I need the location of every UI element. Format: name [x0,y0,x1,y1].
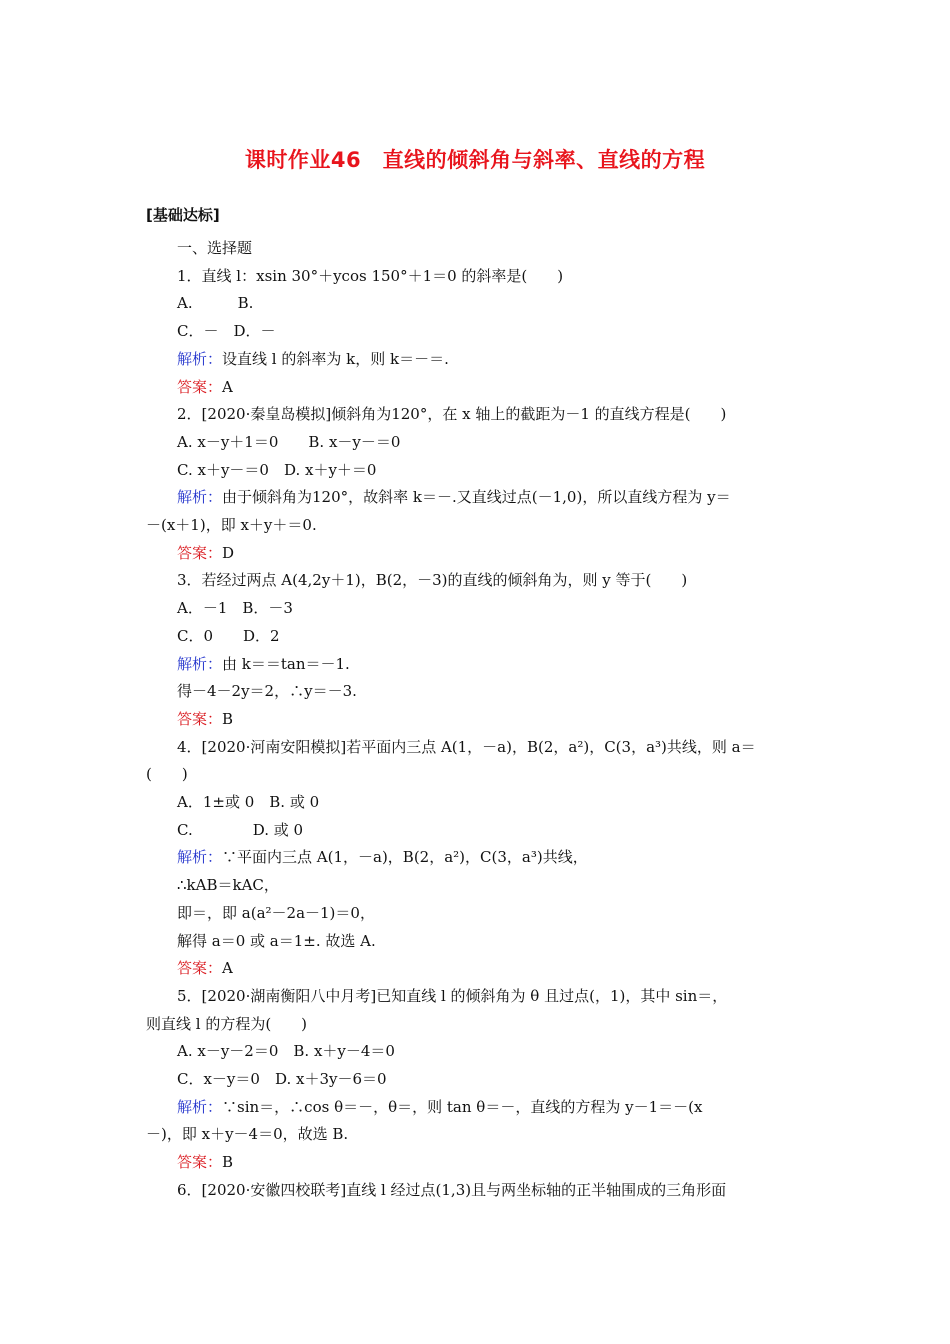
document-line [177,293,253,313]
line-text: 得－4－2y＝2，∴y＝－3. [177,682,357,701]
document-line [177,681,357,701]
document-line [177,238,252,258]
document-line [177,460,376,480]
line-text: 一、选择题 [177,239,253,257]
document-line [177,709,233,729]
analysis-label: 解析： [177,654,223,673]
line-text: 2．[2020·秦皇岛模拟]倾斜角为120°，在 x 轴上的截距为－1 的直线方程是( ) [177,405,727,424]
document-line [177,820,303,840]
line-text: A. x－y＋1＝0 B. x－y－＝0 [177,432,401,451]
document-line [177,931,376,951]
line-text: 设直线 l 的斜率为 k，则 k＝－＝. [222,349,449,368]
line-text: 由 k＝＝tan＝－1. [222,654,350,673]
document-line [177,349,449,369]
document-line [177,404,726,424]
line-text: A [222,377,233,396]
document-line [177,875,279,895]
line-text: ∵平面内三点 A(1，－a)，B(2，a²)，C(3，a³)共线， [222,848,588,867]
document-line [146,764,188,784]
line-text: C．0 D．2 [177,626,280,645]
document-line [177,432,400,452]
document-line [177,1180,726,1200]
line-text: 解得 a＝0 或 a＝1±. 故选 A. [177,931,376,950]
document-line [177,1097,702,1117]
line-text: A. x－y－2＝0 B. x＋y－4＝0 [177,1042,395,1061]
document-line [177,570,687,590]
line-text: A [222,959,233,978]
document-line [177,958,233,978]
line-text: A．1±或 0 B. 或 0 [177,793,320,811]
page-title: 课时作业46 直线的倾斜角与斜率、直线的方程 [244,148,706,172]
answer-label: 答案： [177,1153,223,1172]
document-line [177,321,276,341]
line-text: C．－ D．－ [177,322,276,341]
line-text: C．x－y＝0 D. x＋3y－6＝0 [177,1070,387,1088]
answer-label: 答案： [177,959,223,978]
document-line [177,654,350,674]
line-text: B [222,1153,234,1172]
document-line [177,377,233,397]
answer-label: 答案： [177,709,223,728]
document-line [177,1041,395,1061]
document-line [177,598,293,618]
line-text: －(x＋1)，即 x＋y＋＝0. [146,516,317,534]
analysis-label: 解析： [177,848,223,867]
document-line [177,847,588,867]
line-text: －)，即 x＋y－4＝0，故选 B. [146,1125,349,1144]
document-line [177,266,563,286]
analysis-label: 解析： [177,488,223,507]
document-line [146,515,317,535]
document-line [177,792,319,812]
line-text: 则直线 l 的方程为( ) [146,1014,308,1033]
line-text: 5．[2020·湖南衡阳八中月考]已知直线 l 的倾斜角为 θ 且过点(，1)，其中 sin＝， [177,986,728,1005]
line-text: A. B. [177,294,254,313]
document-line [177,986,727,1006]
document-line [146,1124,348,1144]
analysis-label: 解析： [177,349,223,368]
line-text: 6．[2020·安徽四校联考]直线 l 经过点(1,3)且与两坐标轴的正半轴围成的三角形面 [177,1180,727,1199]
line-text: D [222,543,235,562]
line-text: C. x＋y－＝0 D. x＋y＋＝0 [177,460,377,479]
line-text: 1．直线 l：xsin 30°＋ycos 150°＋1＝0 的斜率是( ) [177,266,564,285]
section-heading: [基础达标] [146,206,220,224]
line-text: C. D. 或 0 [177,820,304,839]
line-text: 4．[2020·河南安阳模拟]若平面内三点 A(1，－a)，B(2，a²)，C(3，a³)共线，则 a＝ [177,737,756,756]
document-line [177,737,756,757]
line-text: 3．若经过两点 A(4,2y＋1)，B(2，－3)的直线的倾斜角为，则 y 等于( ) [177,571,688,590]
document-line [177,903,375,923]
document-line [177,1069,387,1089]
line-text: A．－1 B．－3 [177,599,293,618]
line-text: 由于倾斜角为120°，故斜率 k＝－.又直线过点(－1,0)，所以直线方程为 y＝ [222,488,731,507]
document-line [177,626,280,646]
analysis-label: 解析： [177,1097,223,1116]
document-line [177,487,731,507]
line-text: 即＝，即 a(a²－2a－1)＝0， [177,903,375,922]
document-line [177,1152,233,1172]
document-line [146,1014,307,1034]
line-text: ( ) [146,765,188,784]
document-line [177,543,234,563]
line-text: B [222,709,234,728]
line-text: ∴kAB＝kAC， [177,876,279,895]
line-text: ∵sin＝，∴cos θ＝－，θ＝，则 tan θ＝－，直线的方程为 y－1＝－(x [222,1097,703,1116]
answer-label: 答案： [177,377,223,396]
answer-label: 答案： [177,543,223,562]
